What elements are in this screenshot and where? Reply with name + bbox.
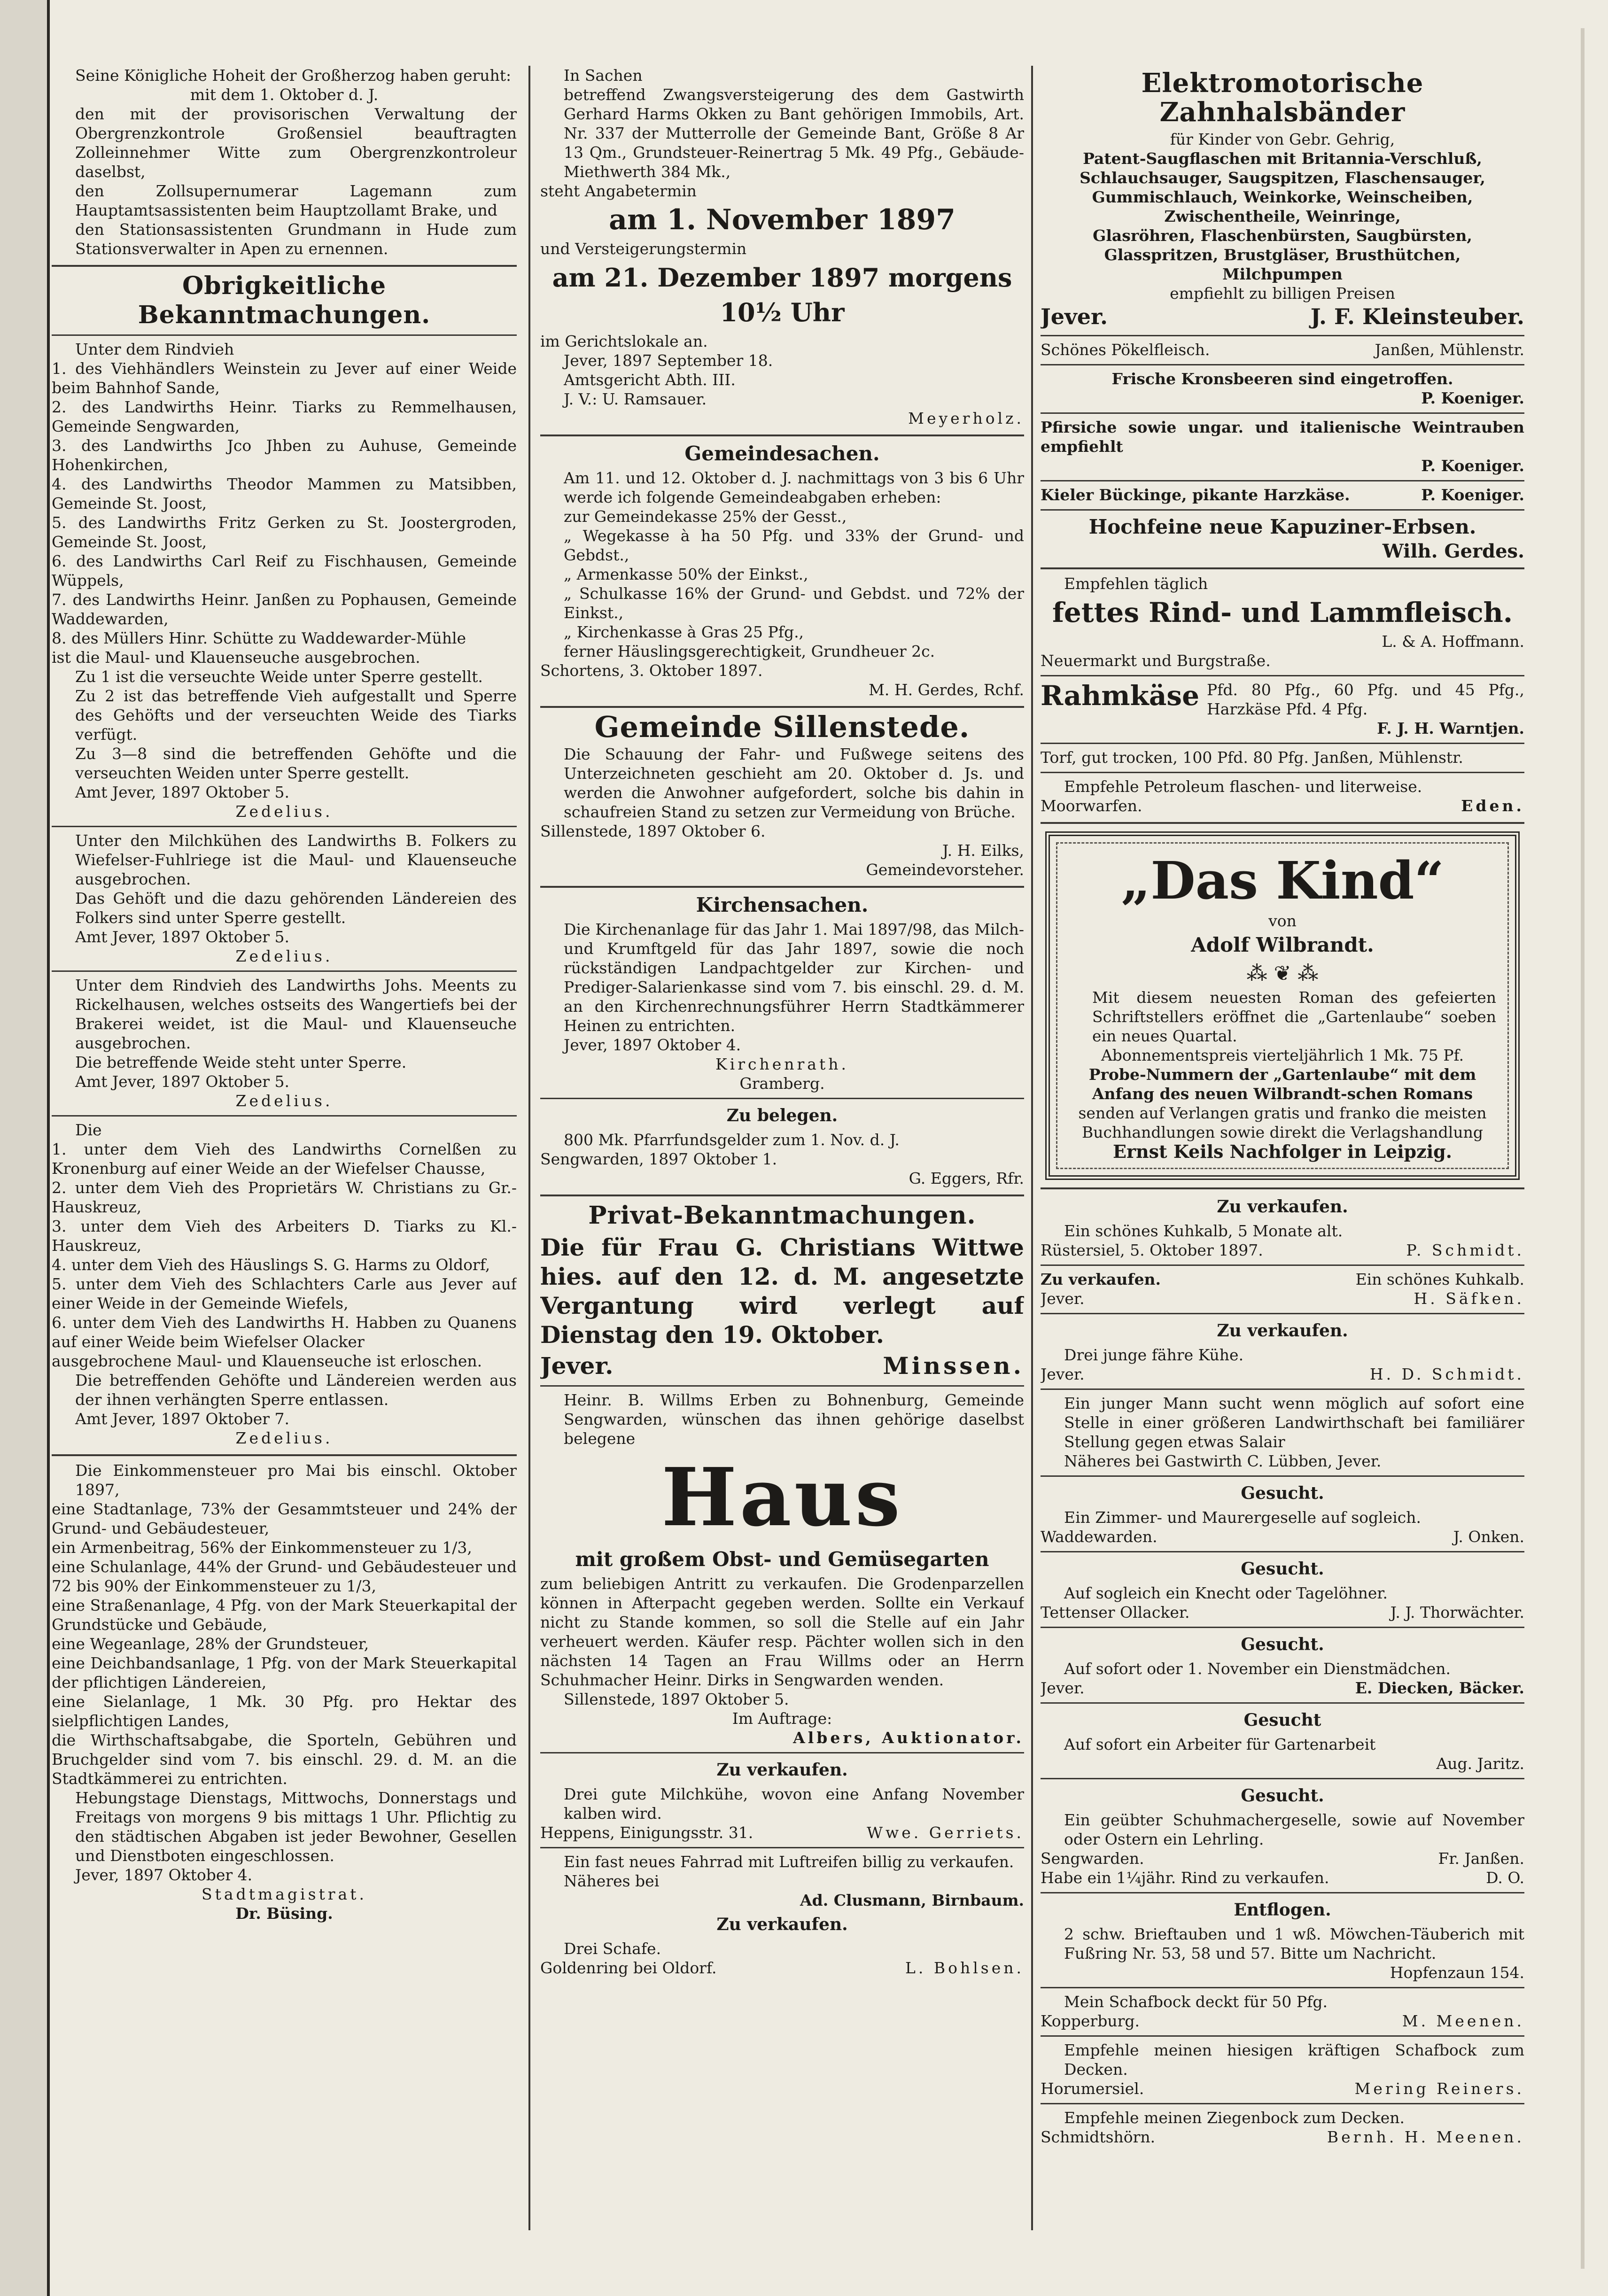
tax-item: die Wirthschaftsabgabe, die Sporteln, Gebühren und Bruchgelder sind vom 7. bis einschl. 29. d. M. an die Stadtkämmerei zu entrichten. — [52, 1731, 517, 1788]
ad-text: Näheres bei Gastwirth C. Lübben, Jever. — [1064, 1452, 1382, 1470]
signature: J. F. Kleinsteuber. — [1310, 304, 1524, 329]
separator — [540, 1847, 1024, 1848]
ad-text: Auf sofort ein Arbeiter für Gartenarbeit — [1064, 1735, 1376, 1753]
separator — [1041, 1313, 1524, 1314]
notice-text: ausgebrochene Maul- und Klauenseuche ist erloschen. — [52, 1352, 482, 1370]
ad-text: Ein schönes Kuhkalb, 5 Monate alt. — [1064, 1222, 1343, 1240]
ad-text: Neuermarkt und Burgstraße. — [1041, 652, 1271, 670]
signature: Mering Reiners. — [1354, 2079, 1524, 2098]
separator — [540, 1195, 1024, 1196]
separator — [1041, 1627, 1524, 1628]
notice-text: Im Auftrage: — [732, 1709, 832, 1728]
separator — [1041, 743, 1524, 744]
ad-item: Zwischentheile, Weinringe, — [1164, 207, 1401, 225]
signature: M. H. Gerdes, Rchf. — [869, 681, 1024, 699]
list-item: 4. des Landwirths Theodor Mammen zu Matsibben, Gemeinde St. Joost, — [52, 475, 517, 512]
auction-date: am 21. Dezember 1897 morgens 10½ Uhr — [552, 263, 1012, 327]
signature: H. Säfken. — [1414, 1289, 1524, 1308]
ad-publisher: Ernst Keils Nachfolger in Leipzig. — [1113, 1141, 1452, 1162]
notice-text: Die Kirchenanlage für das Jahr 1. Mai 1897/98, das Milch- und Krumftgeld für das Jahr 1897, sowie die noch rückständigen Landpachtgelder zur Kirchen- und Prediger-Salarienkasse sind vom 7. bis einschl. 29. d. M. an den Kirchenrechnungsführer Herrn Stadtkämmerer Heinen zu entrichten. — [564, 920, 1024, 1035]
notice-date: Amt Jever, 1897 Oktober 5. — [75, 928, 289, 946]
section-heading: Gemeinde Sillenstede. — [594, 710, 970, 744]
signature: Eden. — [1461, 797, 1524, 815]
ad-item: Patent-Saugflaschen mit Britannia-Verschluß, — [1083, 149, 1482, 168]
list-item: 4. unter dem Vieh des Häuslings S. G. Harms zu Oldorf, — [52, 1256, 490, 1274]
separator — [1041, 2103, 1524, 2104]
tax-item: eine Deichbandsanlage, 1 Pfg. von der Mark Steuerkapital der pflichtigen Ländereien, — [52, 1654, 517, 1691]
signature: Gemeindevorsteher. — [866, 861, 1024, 879]
list-item: 1. des Viehhändlers Weinstein zu Jever auf einer Weide beim Bahnhof Sande, — [52, 359, 517, 397]
notice-text: steht Angabetermin — [540, 182, 697, 200]
list-item: 2. unter dem Vieh des Proprietärs W. Christians zu Gr.-Hauskreuz, — [52, 1179, 517, 1216]
notice-date: Jever, 1897 September 18. — [564, 351, 773, 370]
place: Schmidtshörn. — [1041, 2128, 1156, 2146]
column-left — [52, 66, 517, 2230]
royal-line: den Zollsupernumerar Lagemann zum Hauptamtsassistenten beim Hauptzollamt Brake, und — [75, 182, 517, 219]
notice-date: Sillenstede, 1897 Oktober 5. — [564, 1690, 789, 1708]
royal-line: Seine Königliche Hoheit der Großherzog haben geruht: — [75, 66, 512, 85]
signature: P. Koeniger. — [1421, 389, 1524, 407]
ad-text: Empfehlen täglich — [1064, 574, 1208, 593]
separator — [1041, 1702, 1524, 1704]
notice-text: Die Schauung der Fahr- und Fußwege seitens des Unterzeichneten geschieht am 20. Oktober d. Js. und werden die Anwohner aufgefordert, solche bis dahin in schaufreien Stand zu setzen zur Vermeidung von Brüche. — [564, 745, 1024, 821]
separator — [52, 970, 517, 972]
notice-date: Jever, 1897 Oktober 4. — [75, 1866, 253, 1884]
ad-text: Probe-Nummern der „Gartenlaube“ mit dem Anfang des neuen Wilbrandt-schen Romans — [1088, 1065, 1476, 1103]
signature: Zedelius. — [235, 947, 333, 965]
place: Jever. — [540, 1352, 614, 1380]
place: Jever. — [1041, 1289, 1085, 1308]
ad-heading: Zu verkaufen. — [1217, 1197, 1348, 1217]
signature: Stadtmagistrat. — [202, 1885, 367, 1903]
signature: E. Diecken, Bäcker. — [1355, 1679, 1524, 1697]
ad-heading: Zu belegen. — [726, 1106, 838, 1125]
notice-date: Amt Jever, 1897 Oktober 5. — [75, 1072, 289, 1091]
royal-line: den Stationsassistenten Grundmann in Hude zum Stationsverwalter in Apen zu ernennen. — [75, 220, 517, 258]
notice-text: Unter dem Rindvieh des Landwirths Johs. Meents zu Rickelhausen, welches ostseits des Wangertiefs bei der Brakerei weidet, ist die Maul- und Klauenseuche ausgebrochen. — [75, 976, 517, 1052]
ad-heading: Zu verkaufen. — [1217, 1321, 1348, 1341]
notice-text: Zu 1 ist die verseuchte Weide unter Sperre gestellt. — [75, 667, 483, 686]
list-item: ferner Häuslingsgerechtigkeit, Grundheuer 2c. — [564, 642, 935, 660]
signature: Fr. Janßen. — [1438, 1849, 1524, 1868]
auction-date: am 1. November 1897 — [609, 203, 955, 236]
separator — [1041, 1892, 1524, 1893]
notice-text: Ein fast neues Fahrrad mit Luftreifen billig zu verkaufen. — [564, 1853, 1014, 1871]
separator — [1041, 567, 1524, 569]
ad-text: Torf, gut trocken, 100 Pfd. 80 Pfg. Janßen, Mühlenstr. — [1041, 748, 1463, 767]
ad-heading: Zu verkaufen. — [1041, 1270, 1161, 1288]
signature: Kirchenrath. — [715, 1055, 849, 1073]
ad-text: Frische Kronsbeeren sind eingetroffen. — [1111, 370, 1453, 388]
separator — [540, 434, 1024, 436]
list-item: 6. unter dem Vieh des Landwirths H. Habben zu Quanens auf einer Weide beim Wiefelser Olacker — [52, 1313, 517, 1351]
separator — [1041, 1264, 1524, 1266]
signature: L. Bohlsen. — [905, 1959, 1024, 1977]
notice-date: Jever, 1897 Oktober 4. — [564, 1036, 741, 1054]
signature: D. O. — [1486, 1869, 1524, 1887]
ad-heading: fettes Rind- und Lammfleisch. — [1052, 597, 1513, 628]
separator — [540, 1098, 1024, 1099]
separator — [52, 1115, 517, 1117]
ornament-icon: ⁂ ❦ ⁂ — [1246, 962, 1319, 985]
ad-item: Gummischlauch, Weinkorke, Weinscheiben, — [1092, 188, 1473, 206]
place: Waddewarden. — [1041, 1528, 1157, 1546]
list-item: zur Gemeindekasse 25% der Gesst., — [564, 507, 847, 526]
signature: Wwe. Gerriets. — [867, 1823, 1024, 1842]
separator — [1041, 1778, 1524, 1779]
tax-item: eine Straßenanlage, 4 Pfg. von der Mark Steuerkapital der Grundstücke und Gebäude, — [52, 1596, 517, 1634]
separator — [540, 706, 1024, 708]
tax-item: eine Wegeanlage, 28% der Grundsteuer, — [52, 1635, 369, 1653]
column-rule-1 — [528, 66, 530, 2230]
separator — [1041, 509, 1524, 511]
separator — [1041, 2035, 1524, 2037]
place: Heppens, Einigungsstr. 31. — [540, 1823, 754, 1842]
list-item: 3. des Landwirths Jco Jhben zu Auhuse, Gemeinde Hohenkirchen, — [52, 436, 517, 474]
signature: J. J. Thorwächter. — [1390, 1603, 1524, 1621]
notice-date: Sillenstede, 1897 Oktober 6. — [540, 822, 766, 840]
notice-text: Die betreffenden Gehöfte und Ländereien werden aus der ihnen verhängten Sperre entlassen. — [75, 1371, 517, 1409]
list-item: 3. unter dem Vieh des Arbeiters D. Tiarks zu Kl.-Hauskreuz, — [52, 1217, 517, 1255]
notice-text: im Gerichtslokale an. — [540, 332, 708, 350]
separator — [52, 1454, 517, 1456]
ad-heading: Zu verkaufen. — [716, 1760, 848, 1780]
signature: Zedelius. — [235, 1092, 333, 1110]
signature: H. D. Schmidt. — [1369, 1365, 1524, 1383]
separator — [1041, 335, 1524, 336]
ad-heading: Gesucht — [1243, 1710, 1321, 1730]
haus-headline: Haus — [661, 1451, 903, 1544]
tax-item: eine Stadtanlage, 73% der Gesammtsteuer und 24% der Grund- und Gebäudesteuer, — [52, 1500, 517, 1537]
separator — [1041, 364, 1524, 365]
ad-heading: Gesucht. — [1241, 1483, 1324, 1503]
column-rule-2 — [1031, 66, 1033, 2230]
previous-page-edge — [0, 0, 50, 2296]
notice-date: Schortens, 3. Oktober 1897. — [540, 661, 763, 680]
notice-text: Amtsgericht Abth. III. — [564, 371, 736, 389]
notice-text: Zu 2 ist das betreffende Vieh aufgestallt und Sperre des Gehöfts und der verseuchten Weide des Tiarks verfügt. — [75, 687, 517, 744]
ad-text: Schönes Pökelfleisch. — [1041, 341, 1210, 359]
notice-date: Sengwarden, 1897 Oktober 1. — [540, 1150, 777, 1168]
place: Jever. — [1041, 1365, 1085, 1383]
ad-text: Mein Schafbock deckt für 50 Pfg. — [1064, 1993, 1328, 2011]
ad-text: Ein geübter Schuhmachergeselle, sowie auf November oder Ostern ein Lehrling. — [1064, 1811, 1524, 1848]
list-item: 1. unter dem Vieh des Landwirths Cornelßen zu Kronenburg auf einer Weide an der Wiefelser Chausse, — [52, 1140, 517, 1178]
column-middle — [540, 66, 1024, 2230]
ad-text: Ein Zimmer- und Maurergeselle auf sogleich. — [1064, 1508, 1421, 1527]
separator — [1041, 1987, 1524, 1988]
place: Rüstersiel, 5. Oktober 1897. — [1041, 1241, 1263, 1259]
separator — [52, 334, 517, 336]
section-heading: Kirchensachen. — [696, 893, 869, 916]
list-item: „ Kirchenkasse à Gras 25 Pfg., — [564, 623, 804, 641]
ad-text: Drei junge fähre Kühe. — [1064, 1346, 1244, 1364]
signature: Bernh. H. Meenen. — [1327, 2128, 1524, 2146]
ad-heading: Elektromotorische Zahnhalsbänder — [1141, 68, 1424, 128]
ad-text: Kieler Bückinge, pikante Harzkäse. — [1041, 486, 1350, 504]
separator — [1041, 1551, 1524, 1552]
ad-author: Adolf Wilbrandt. — [1191, 933, 1374, 956]
notice-text: Unter dem Rindvieh — [75, 340, 234, 358]
list-item: 6. des Landwirths Carl Reif zu Fischhausen, Gemeinde Wüppels, — [52, 552, 517, 590]
place: Goldenring bei Oldorf. — [540, 1959, 717, 1977]
section-heading: Privat-Bekanntmachungen. — [588, 1201, 976, 1230]
list-item: 2. des Landwirths Heinr. Tiarks zu Remmelhausen, Gemeinde Sengwarden, — [52, 398, 517, 435]
ad-heading: Gesucht. — [1241, 1786, 1324, 1806]
notice-text: Die betreffende Weide steht unter Sperre. — [75, 1053, 407, 1071]
ad-text: Habe ein 1¼jähr. Rind zu verkaufen. — [1041, 1869, 1329, 1887]
place: Tettenser Ollacker. — [1041, 1603, 1190, 1621]
signature: Dr. Büsing. — [235, 1904, 333, 1923]
list-item: „ Armenkasse 50% der Einkst., — [564, 565, 808, 583]
signature: J. Onken. — [1453, 1528, 1524, 1546]
ad-headline: „Das Kind“ — [1121, 850, 1444, 911]
signature: Zedelius. — [235, 802, 333, 821]
tax-item: ein Armenbeitrag, 56% der Einkommensteuer zu 1/3, — [52, 1538, 472, 1557]
separator — [1041, 480, 1524, 481]
ad-text: Auf sogleich ein Knecht oder Tagelöhner. — [1064, 1584, 1388, 1602]
ad-text: Empfehle meinen Ziegenbock zum Decken. — [1064, 2109, 1405, 2127]
signature: Zedelius. — [235, 1429, 333, 1447]
separator — [540, 886, 1024, 888]
ad-heading: Hochfeine neue Kapuziner-Erbsen. — [1088, 515, 1476, 538]
signature: Gramberg. — [739, 1074, 825, 1093]
list-item: 5. unter dem Vieh des Schlachters Carle aus Jever auf einer Weide in der Gemeinde Wiefels, — [52, 1275, 517, 1312]
ad-item: Milchpumpen — [1222, 265, 1343, 283]
ad-heading: Zu verkaufen. — [716, 1915, 848, 1934]
tax-item: eine Schulanlage, 44% der Grund- und Gebäudesteuer und 72 bis 90% der Einkommensteuer zu 1/3, — [52, 1558, 517, 1595]
ad-text: Mit diesem neuesten Roman des gefeierten Schriftstellers eröffnet die „Gartenlaube“ soeben ein neues Quartal. — [1092, 988, 1496, 1045]
place: Horumersiel. — [1041, 2079, 1144, 2098]
signature: Albers, Auktionator. — [793, 1729, 1024, 1747]
signature: Aug. Jaritz. — [1436, 1754, 1524, 1773]
ad-heading: Gesucht. — [1241, 1635, 1324, 1654]
signature: P. Koeniger. — [1421, 486, 1524, 504]
column-right — [1041, 66, 1524, 2230]
ad-text: Pfd. 80 Pfg., 60 Pfg. und 45 Pfg., Harzkäse Pfd. 4 Pfg. — [1206, 681, 1524, 718]
notice-text: In Sachen — [564, 66, 643, 85]
section-heading: Obrigkeitliche Bekanntmachungen. — [138, 271, 431, 329]
notice-text: Das Gehöft und die dazu gehörenden Ländereien des Folkers sind unter Sperre gestellt. — [75, 889, 517, 927]
signature: G. Eggers, Rfr. — [909, 1169, 1024, 1187]
gartenlaube-ad-box — [1045, 831, 1520, 1180]
ad-text: Empfehle Petroleum flaschen- und literweise. — [1064, 777, 1422, 796]
ad-text: senden auf Verlangen gratis und franko die meisten Buchhandlungen sowie direkt die Verlagshandlung — [1078, 1104, 1487, 1141]
notice-text: betreffend Zwangsversteigerung des dem Gastwirth Gerhard Harms Okken zu Bant gehörigen Immobils, Art. Nr. 337 der Mutterrolle der Gemeinde Bant, Größe 8 Ar 13 Qm., Grundsteuer-Reinertrag 5 Mk. 49 Pfg., Gebäude-Miethwerth 384 Mk., — [564, 85, 1024, 181]
ad-text: Abonnementspreis vierteljährlich 1 Mk. 75 Pf. — [1101, 1046, 1464, 1064]
notice-text: 800 Mk. Pfarrfundsgelder zum 1. Nov. d. J. — [564, 1131, 900, 1149]
royal-line: den mit der provisorischen Verwaltung der Obergrenzkontrole Großensiel beauftragten Zolleinnehmer Witte zum Obergrenzkontroleur daselbst, — [75, 105, 517, 181]
separator — [1041, 1475, 1524, 1477]
notice-text: und Versteigerungstermin — [540, 240, 747, 258]
ad-subheading: mit großem Obst- und Gemüsegarten — [575, 1548, 989, 1571]
ad-item: Schlauchsauger, Saugspitzen, Flaschensauger, — [1080, 169, 1485, 187]
ad-text: Empfehle meinen hiesigen kräftigen Schafbock zum Decken. — [1064, 2041, 1524, 2079]
separator — [52, 826, 517, 827]
place: Sengwarden. — [1041, 1849, 1144, 1868]
notice-text: Zu 3—8 sind die betreffenden Gehöfte und die verseuchten Weiden unter Sperre gestellt. — [75, 745, 517, 782]
notice-date: Amt Jever, 1897 Oktober 5. — [75, 783, 289, 801]
ad-text: Ein schönes Kuhkalb. — [1355, 1270, 1524, 1288]
signature: Janßen, Mühlenstr. — [1375, 341, 1524, 359]
notice-date: Amt Jever, 1897 Oktober 7. — [75, 1410, 289, 1428]
tax-item: Die Einkommensteuer pro Mai bis einschl. Oktober 1897, — [75, 1461, 517, 1499]
separator — [1041, 822, 1524, 824]
ad-text: für Kinder von Gebr. Gehrig, — [1170, 130, 1395, 148]
ad-heading: Gesucht. — [1241, 1559, 1324, 1579]
vergantung-notice: Die für Frau G. Christians Wittwe hies. auf den 12. d. M. angesetzte Vergantung wird verlegt auf Dienstag den 19. Oktober. — [540, 1233, 1024, 1349]
signature: Hopfenzaun 154. — [1390, 1963, 1524, 1982]
separator — [1041, 675, 1524, 676]
ad-text: Ein junger Mann sucht wenn möglich auf sofort eine Stelle in einer größeren Landwirthschaft bei familiärer Stellung gegen etwas Salair — [1064, 1394, 1524, 1451]
place: Jever. — [1041, 1679, 1085, 1697]
place: Moorwarfen. — [1041, 797, 1142, 815]
ad-text: Auf sofort oder 1. November ein Dienstmädchen. — [1064, 1660, 1451, 1678]
signature: L. & A. Hoffmann. — [1382, 632, 1524, 651]
ad-heading: Rahmkäse — [1041, 680, 1199, 712]
ad-text: Pfirsiche sowie ungar. und italienische Weintrauben empfiehlt — [1041, 418, 1524, 456]
tax-item: eine Sielanlage, 1 Mk. 30 Pfg. pro Hektar des sielpflichtigen Landes, — [52, 1692, 517, 1730]
notice-text: Unter den Milchkühen des Landwirths B. Folkers zu Wiefelser-Fuhlriege ist die Maul- und Klauenseuche ausgebrochen. — [75, 831, 517, 888]
place: Jever. — [1041, 304, 1108, 329]
signature: Wilh. Gerdes. — [1382, 540, 1524, 562]
notice-text: Drei gute Milchkühe, wovon eine Anfang November kalben wird. — [564, 1785, 1024, 1823]
signature: P. Schmidt. — [1406, 1241, 1524, 1259]
separator — [1041, 1388, 1524, 1390]
signature: Meyerholz. — [908, 409, 1024, 427]
separator — [52, 265, 517, 267]
separator — [1041, 1187, 1524, 1189]
list-item: 8. des Müllers Hinr. Schütte zu Waddewarder-Mühle — [52, 629, 466, 647]
signature: J. H. Eilks, — [942, 841, 1024, 860]
separator — [1041, 772, 1524, 773]
signature: Minssen. — [883, 1352, 1024, 1380]
notice-text: Heinr. B. Willms Erben zu Bohnenburg, Gemeinde Sengwarden, wünschen das ihnen gehörige daselbst belegene — [564, 1391, 1024, 1448]
notice-text: Näheres bei — [564, 1872, 660, 1890]
place: Kopperburg. — [1041, 2012, 1140, 2030]
ad-text: von — [1268, 912, 1297, 930]
notice-text: zum beliebigen Antritt zu verkaufen. Die Grodenparzellen können in Afterpacht gegeben werden. Sollte ein Verkauf nicht zu Stande kommen, so soll die Stelle auf ein Jahr verheuert werden. Käufer resp. Pächter wollen sich in den nächsten 14 Tagen an Frau Willms oder an Herrn Schuhmacher Heinr. Dirks in Sengwarden wenden. — [540, 1575, 1024, 1689]
notice-text: ist die Maul- und Klauenseuche ausgebrochen. — [52, 648, 420, 667]
ad-item: Glasspritzen, Brustgläser, Brusthütchen, — [1104, 246, 1461, 264]
list-item: „ Wegekasse à ha 50 Pfg. und 33% der Grund- und Gebdst., — [564, 527, 1024, 564]
separator — [1041, 412, 1524, 414]
ad-text: 2 schw. Brieftauben und 1 wß. Möwchen-Täuberich mit Fußring Nr. 53, 58 und 57. Bitte um Nachricht. — [1064, 1925, 1524, 1962]
section-heading: Gemeindesachen. — [684, 442, 880, 465]
ad-heading: Entflogen. — [1234, 1900, 1331, 1920]
signature: M. Meenen. — [1402, 2012, 1524, 2030]
list-item: „ Schulkasse 16% der Grund- und Gebdst. und 72% der Einkst., — [564, 584, 1024, 622]
signature: F. J. H. Warntjen. — [1377, 719, 1524, 737]
list-item: 5. des Landwirths Fritz Gerken zu St. Joostergroden, Gemeinde St. Joost, — [52, 513, 517, 551]
signature: J. V.: U. Ramsauer. — [564, 390, 707, 408]
ad-item: Glasröhren, Flaschenbürsten, Saugbürsten, — [1093, 226, 1472, 245]
signature: P. Koeniger. — [1421, 457, 1524, 475]
notice-text: Drei Schafe. — [564, 1939, 661, 1958]
tax-item: Hebungstage Dienstags, Mittwochs, Donnerstags und Freitags von morgens 9 bis mittags 1 Uhr. Pflichtig zu den städtischen Abgaben ist jeder Bewohner, Gesellen und Dienstboten eingeschlossen. — [75, 1789, 517, 1865]
signature: Ad. Clusmann, Birnbaum. — [800, 1891, 1024, 1909]
ad-text: empfiehlt zu billigen Preisen — [1170, 284, 1395, 303]
notice-text: Die — [75, 1121, 102, 1139]
list-item: 7. des Landwirths Heinr. Janßen zu Pophausen, Gemeinde Waddewarden, — [52, 590, 517, 628]
separator — [540, 1385, 1024, 1387]
separator — [540, 1752, 1024, 1753]
notice-text: Am 11. und 12. Oktober d. J. nachmittags von 3 bis 6 Uhr werde ich folgende Gemeindeabgaben erheben: — [564, 469, 1024, 506]
royal-line: mit dem 1. Oktober d. J. — [190, 85, 379, 104]
